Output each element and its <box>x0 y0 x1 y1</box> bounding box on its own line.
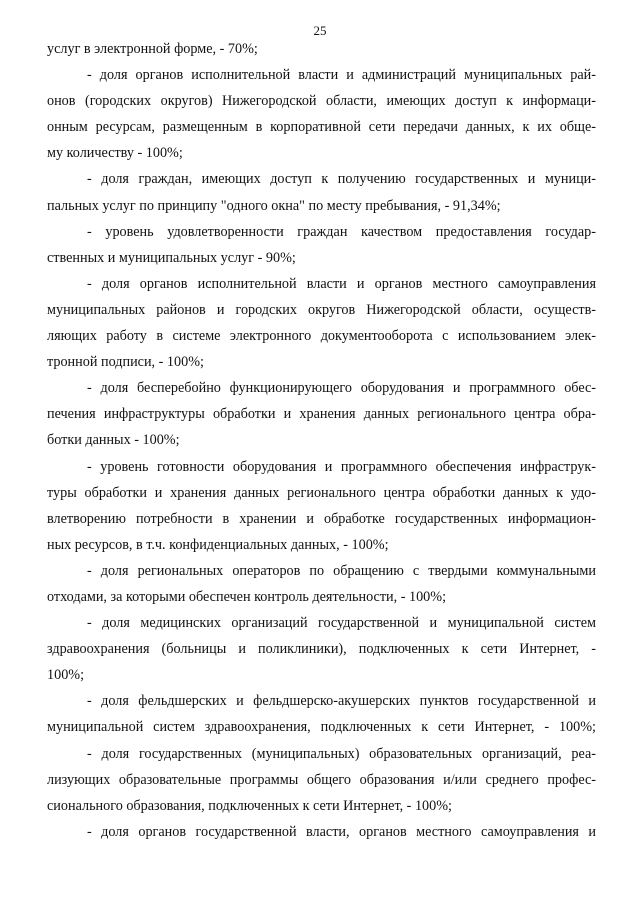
text-line: влетворению потребности в хранении и обработке государственных информацион- <box>47 510 596 527</box>
text-line: онов (городских округов) Нижегородской области, имеющих доступ к информаци- <box>47 93 596 110</box>
text-line: ляющих работу в системе электронного документооборота с использованием элек- <box>47 328 596 345</box>
text-line: - доля органов исполнительной власти и органов местного самоуправления <box>87 275 596 292</box>
text-line: муниципальной систем здравоохранения, подключенных к сети Интернет, - 100%; <box>47 719 596 736</box>
text-line: муниципальных районов и городских округов Нижегородской области, осуществ- <box>47 301 596 318</box>
text-line: - доля медицинских организаций государственной и муниципальной систем <box>87 615 596 632</box>
text-line: здравоохранения (больницы и поликлиники), подключенных к сети Интернет, - <box>47 641 596 658</box>
page-number: 25 <box>313 23 327 38</box>
text-line: ственных и муниципальных услуг - 90%; <box>47 249 296 266</box>
text-line: сионального образования, подключенных к сети Интернет, - 100%; <box>47 797 452 814</box>
text-line: - доля органов государственной власти, органов местного самоуправления и <box>87 823 596 840</box>
text-line: - доля фельдшерских и фельдшерско-акушерских пунктов государственной и <box>87 693 596 710</box>
text-line: - уровень удовлетворенности граждан качеством предоставления государ- <box>87 223 596 240</box>
text-line: пальных услуг по принципу "одного окна" по месту пребывания, - 91,34%; <box>47 197 501 214</box>
text-line: ных ресурсов, в т.ч. конфиденциальных данных, - 100%; <box>47 536 389 553</box>
text-line: - доля региональных операторов по обращению с твердыми коммунальными <box>87 562 596 579</box>
text-line: туры обработки и хранения данных регионального центра обработки данных к удо- <box>47 484 596 501</box>
text-line: лизующих образовательные программы общего образования и/или среднего профес- <box>47 771 596 788</box>
text-line: - уровень готовности оборудования и программного обеспечения инфраструк- <box>87 458 596 475</box>
text-line: 100%; <box>47 667 85 684</box>
document-body <box>47 36 596 845</box>
text-line: отходами, за которыми обеспечен контроль деятельности, - 100%; <box>47 588 447 605</box>
text-line: - доля бесперебойно функционирующего оборудования и программного обес- <box>87 380 596 397</box>
text-line: ботки данных - 100%; <box>47 432 180 449</box>
text-line: услуг в электронной форме, - 70%; <box>47 41 258 57</box>
text-line: - доля государственных (муниципальных) образовательных организаций, реа- <box>87 745 596 762</box>
text-line: тронной подписи, - 100%; <box>47 354 204 371</box>
text-line: му количеству - 100%; <box>47 145 183 162</box>
text-line: онным ресурсам, размещенным в корпоративной сети передачи данных, к их обще- <box>47 119 596 136</box>
text-line: - доля органов исполнительной власти и администраций муниципальных рай- <box>87 67 596 84</box>
text-line: - доля граждан, имеющих доступ к получению государственных и муници- <box>87 171 596 188</box>
text-line: печения инфраструктуры обработки и хранения данных регионального центра обра- <box>47 406 596 423</box>
